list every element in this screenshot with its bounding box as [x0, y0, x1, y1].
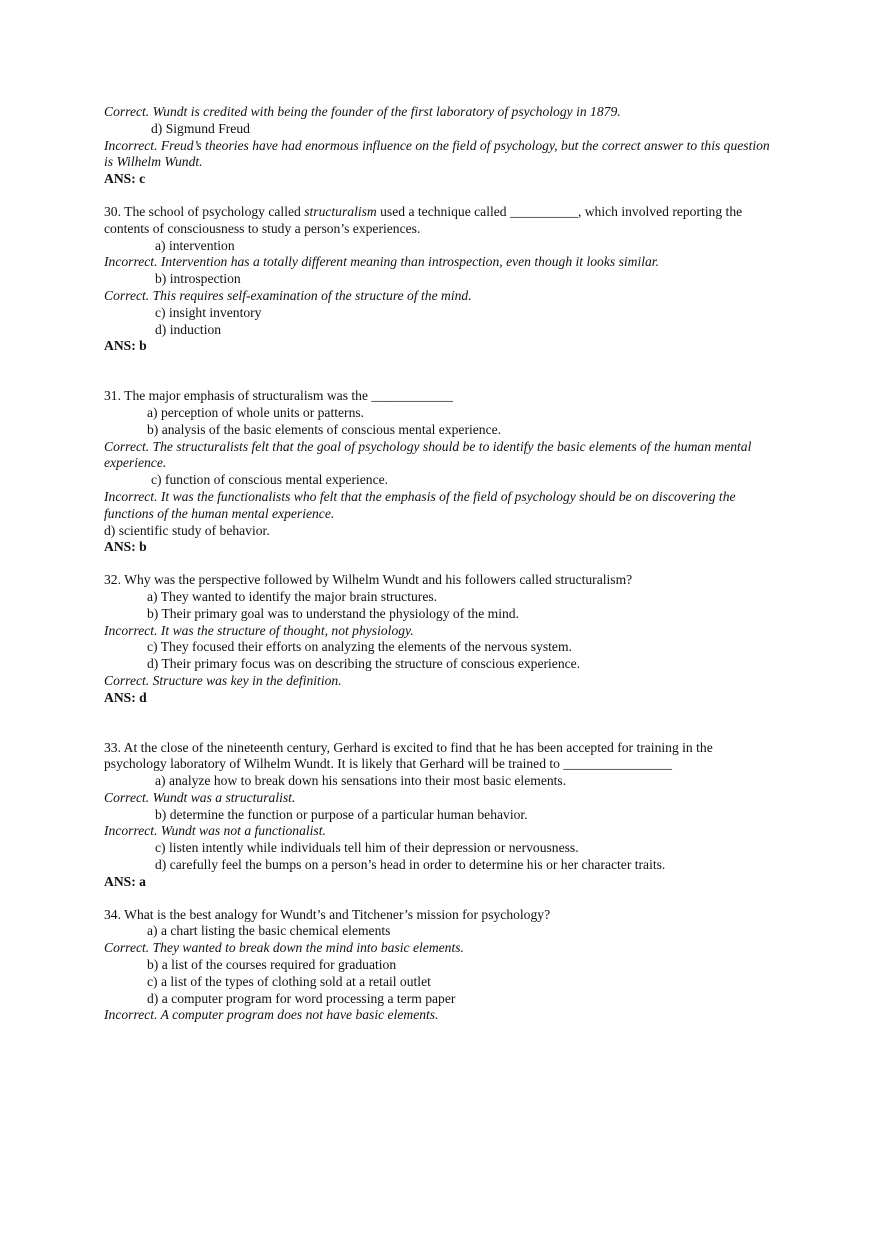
option-c: c) They focused their efforts on analyzing the elements of the nervous system. [147, 639, 572, 655]
option-d: d) induction [155, 321, 222, 337]
question-34 [104, 907, 776, 1025]
question-30 [104, 204, 776, 355]
option-d: d) Their primary focus was on describing the structure of conscious experience. [147, 656, 581, 672]
option-a: a) perception of whole units or patterns. [147, 404, 365, 420]
option-d: d) a computer program for word processing a term paper [147, 990, 456, 1006]
feedback-a: Correct. They wanted to break down the mind into basic elements. [104, 940, 464, 956]
option-a: a) They wanted to identify the major brain structures. [147, 588, 438, 604]
question-32 [104, 572, 776, 706]
question-31 [104, 388, 776, 556]
option-d: d) scientific study of behavior. [104, 522, 270, 538]
feedback-c: Incorrect. It was the functionalists who felt that the emphasis of the field of psychology should be on discovering the functions of the human mental experience. [104, 488, 736, 521]
option-c: c) function of conscious mental experience. [151, 472, 389, 488]
option-c: c) a list of the types of clothing sold at a retail outlet [147, 973, 431, 989]
option-a: a) a chart listing the basic chemical elements [147, 923, 391, 939]
option-d: d) Sigmund Freud [151, 120, 250, 136]
feedback-d: Incorrect. A computer program does not have basic elements. [104, 1007, 439, 1023]
option-a: a) analyze how to break down his sensations into their most basic elements. [155, 773, 567, 789]
option-a: a) intervention [155, 237, 235, 253]
feedback-b: Correct. The structuralists felt that the goal of psychology should be to identify the basic elements of the human mental experience. [104, 438, 752, 471]
feedback-b: Incorrect. Wundt was not a functionalist. [104, 823, 326, 839]
feedback-d: Correct. Structure was key in the definition. [104, 672, 342, 688]
feedback-a: Correct. Wundt was a structuralist. [104, 789, 296, 805]
question-stem: 32. Why was the perspective followed by Wilhelm Wundt and his followers called structuralism? [104, 572, 633, 588]
question-stem: 31. The major emphasis of structuralism was the ____________ [104, 388, 453, 404]
option-c: c) listen intently while individuals tell him of their depression or nervousness. [155, 840, 579, 856]
feedback-a: Incorrect. Intervention has a totally different meaning than introspection, even though it looks similar. [104, 254, 659, 270]
answer-key: ANS: c [104, 171, 146, 187]
document-page [104, 104, 776, 1024]
option-b: b) Their primary goal was to understand the physiology of the mind. [147, 605, 519, 621]
feedback-b: Incorrect. It was the structure of thought, not physiology. [104, 622, 414, 638]
option-d: d) carefully feel the bumps on a person’s head in order to determine his or her character traits. [155, 857, 666, 873]
feedback-c: Correct. Wundt is credited with being the founder of the first laboratory of psychology in 1879. [104, 104, 621, 119]
question-29-fragment [104, 104, 776, 188]
question-stem: 34. What is the best analogy for Wundt’s and Titchener’s mission for psychology? [104, 906, 551, 922]
option-c: c) insight inventory [155, 304, 262, 320]
answer-key: ANS: b [104, 539, 147, 555]
option-b: b) a list of the courses required for graduation [147, 957, 397, 973]
question-stem: 33. At the close of the nineteenth century, Gerhard is excited to find that he has been accepted for training in the psychology laboratory of Wilhelm Wundt. It is likely that Gerhard will be trained to ________________ [104, 739, 713, 772]
option-b: b) introspection [155, 271, 241, 287]
option-b: b) determine the function or purpose of a particular human behavior. [155, 806, 528, 822]
answer-key: ANS: a [104, 873, 146, 889]
answer-key: ANS: b [104, 338, 147, 354]
question-33 [104, 740, 776, 891]
feedback-b: Correct. This requires self-examination of the structure of the mind. [104, 287, 472, 303]
option-b: b) analysis of the basic elements of conscious mental experience. [147, 421, 502, 437]
answer-key: ANS: d [104, 689, 147, 705]
question-stem: 30. The school of psychology called structuralism used a technique called __________, which involved reporting the contents of consciousness to study a person’s experiences. [104, 203, 743, 236]
feedback-d: Incorrect. Freud’s theories have had enormous influence on the field of psychology, but the correct answer to this question is Wilhelm Wundt. [104, 137, 770, 170]
